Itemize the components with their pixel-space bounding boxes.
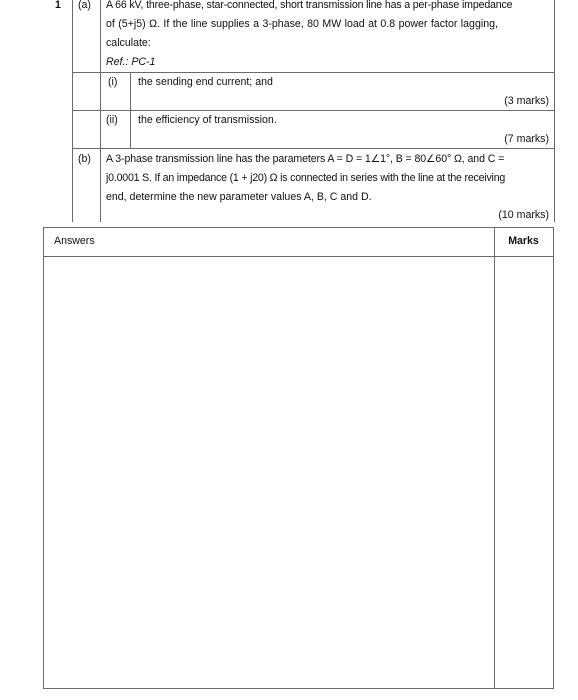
grid-line	[43, 688, 554, 689]
marks-writing-area[interactable]	[495, 257, 553, 688]
answer-writing-area[interactable]	[44, 257, 494, 688]
part-a-ref: Ref.: PC-1	[106, 56, 156, 68]
subpart-ii-text: the efficiency of transmission.	[138, 114, 277, 126]
part-b-marks: (10 marks)	[498, 209, 549, 221]
grid-line	[43, 227, 554, 228]
grid-line	[100, 0, 101, 222]
part-b-line-3: end, determine the new parameter values A, B, C and D.	[106, 191, 372, 203]
marks-label: Marks	[508, 235, 539, 247]
part-a-line-1: A 66 kV, three-phase, star-connected, short transmission line has a per-phase impedance	[106, 0, 513, 11]
subpart-i-marks: (3 marks)	[504, 95, 549, 107]
question-number: 1	[55, 0, 61, 11]
grid-line	[72, 110, 554, 111]
part-a-label: (a)	[78, 0, 91, 11]
grid-line	[72, 72, 554, 73]
subpart-ii-label: (ii)	[106, 114, 118, 126]
answers-label: Answers	[54, 235, 95, 247]
grid-line	[553, 227, 554, 689]
part-b-label: (b)	[78, 153, 91, 165]
part-b-line-1: A 3-phase transmission line has the parameters A = D = 1∠1°, B = 80∠60° Ω, and C =	[106, 153, 505, 165]
subpart-i-label: (i)	[108, 76, 118, 88]
part-a-line-2: of (5+j5) Ω. If the line supplies a 3-phase, 80 MW load at 0.8 power factor lagging,	[106, 18, 498, 30]
grid-line	[72, 148, 554, 149]
grid-line	[72, 0, 73, 222]
part-b-line-2: j0.0001 S. If an impedance (1 + j20) Ω is connected in series with the line at the receiving	[106, 172, 506, 184]
subpart-i-text: the sending end current; and	[138, 76, 273, 88]
subpart-ii-marks: (7 marks)	[504, 133, 549, 145]
part-a-line-3: calculate:	[106, 37, 151, 49]
grid-line	[554, 0, 555, 222]
